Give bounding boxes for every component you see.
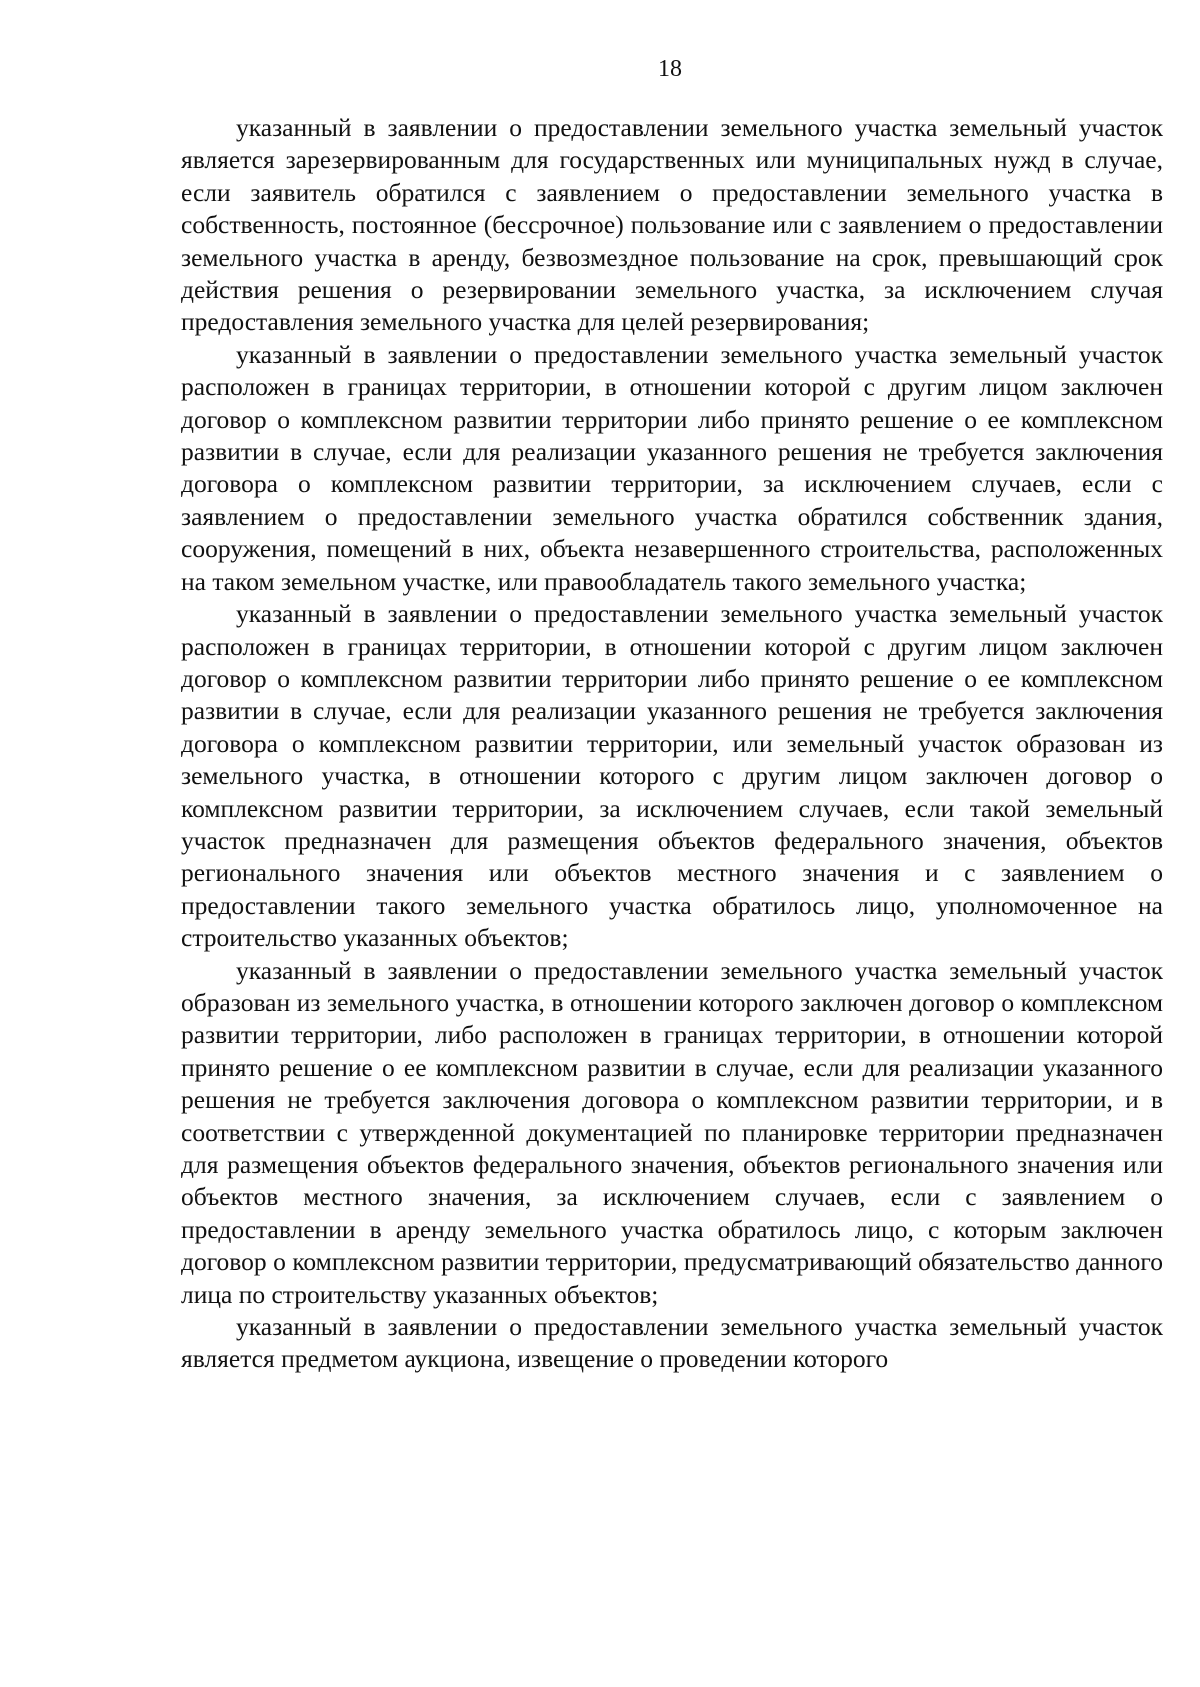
paragraph: указанный в заявлении о предоставлении земельного участка земельный участок образован из земельного участка, в отношении которого заключен договор о комплексном развитии территории, либо расположен в границах территории, в отношении которой принято решение о ее комплексном развитии в случае, если для реализации указанного решения не требуется заключения договора о комплексном развитии территории, и в соответствии с утвержденной документацией по планировке территории предназначен для размещения объектов федерального значения, объектов регионального значения или объектов местного значения, за исключением случаев, если с заявлением о предоставлении в аренду земельного участка обратилось лицо, с которым заключен договор о комплексном развитии территории, предусматривающий обязательство данного лица по строительству указанных объектов; — [181, 955, 1163, 1309]
paragraph: указанный в заявлении о предоставлении земельного участка земельный участок является зарезервированным для государственных или муниципальных нужд в случае, если заявитель обратился с заявлением о предоставлении земельного участка в собственность, постоянное (бессрочное) пользование или с заявлением о предоставлении земельного участка в аренду, безвозмездное пользование на срок, превышающий срок действия решения о резервировании земельного участка, за исключением случая предоставления земельного участка для целей резервирования; — [181, 113, 1163, 337]
paragraph: указанный в заявлении о предоставлении земельного участка земельный участок расположен в границах территории, в отношении которой с другим лицом заключен договор о комплексном развитии территории либо принято решение о ее комплексном развитии в случае, если для реализации указанного решения не требуется заключения договора о комплексном развитии территории, за исключением случаев, если с заявлением о предоставлении земельного участка обратился собственник здания, сооружения, помещений в них, объекта незавершенного строительства, расположенных на таком земельном участке, или правообладатель такого земельного участка; — [181, 339, 1163, 596]
page-number: 18 — [658, 56, 682, 82]
paragraph: указанный в заявлении о предоставлении земельного участка земельный участок расположен в границах территории, в отношении которой с другим лицом заключен договор о комплексном развитии территории либо принято решение о ее комплексном развитии в случае, если для реализации указанного решения не требуется заключения договора о комплексном развитии территории, или земельный участок образован из земельного участка, в отношении которого с другим лицом заключен договор о комплексном развитии территории, за исключением случаев, если такой земельный участок предназначен для размещения объектов федерального значения, объектов регионального значения или объектов местного значения и с заявлением о предоставлении такого земельного участка обратилось лицо, уполномоченное на строительство указанных объектов; — [181, 599, 1163, 953]
paragraph: указанный в заявлении о предоставлении земельного участка земельный участок является предметом аукциона, извещение о проведении которого — [181, 1312, 1163, 1374]
document-body — [181, 112, 1163, 1376]
